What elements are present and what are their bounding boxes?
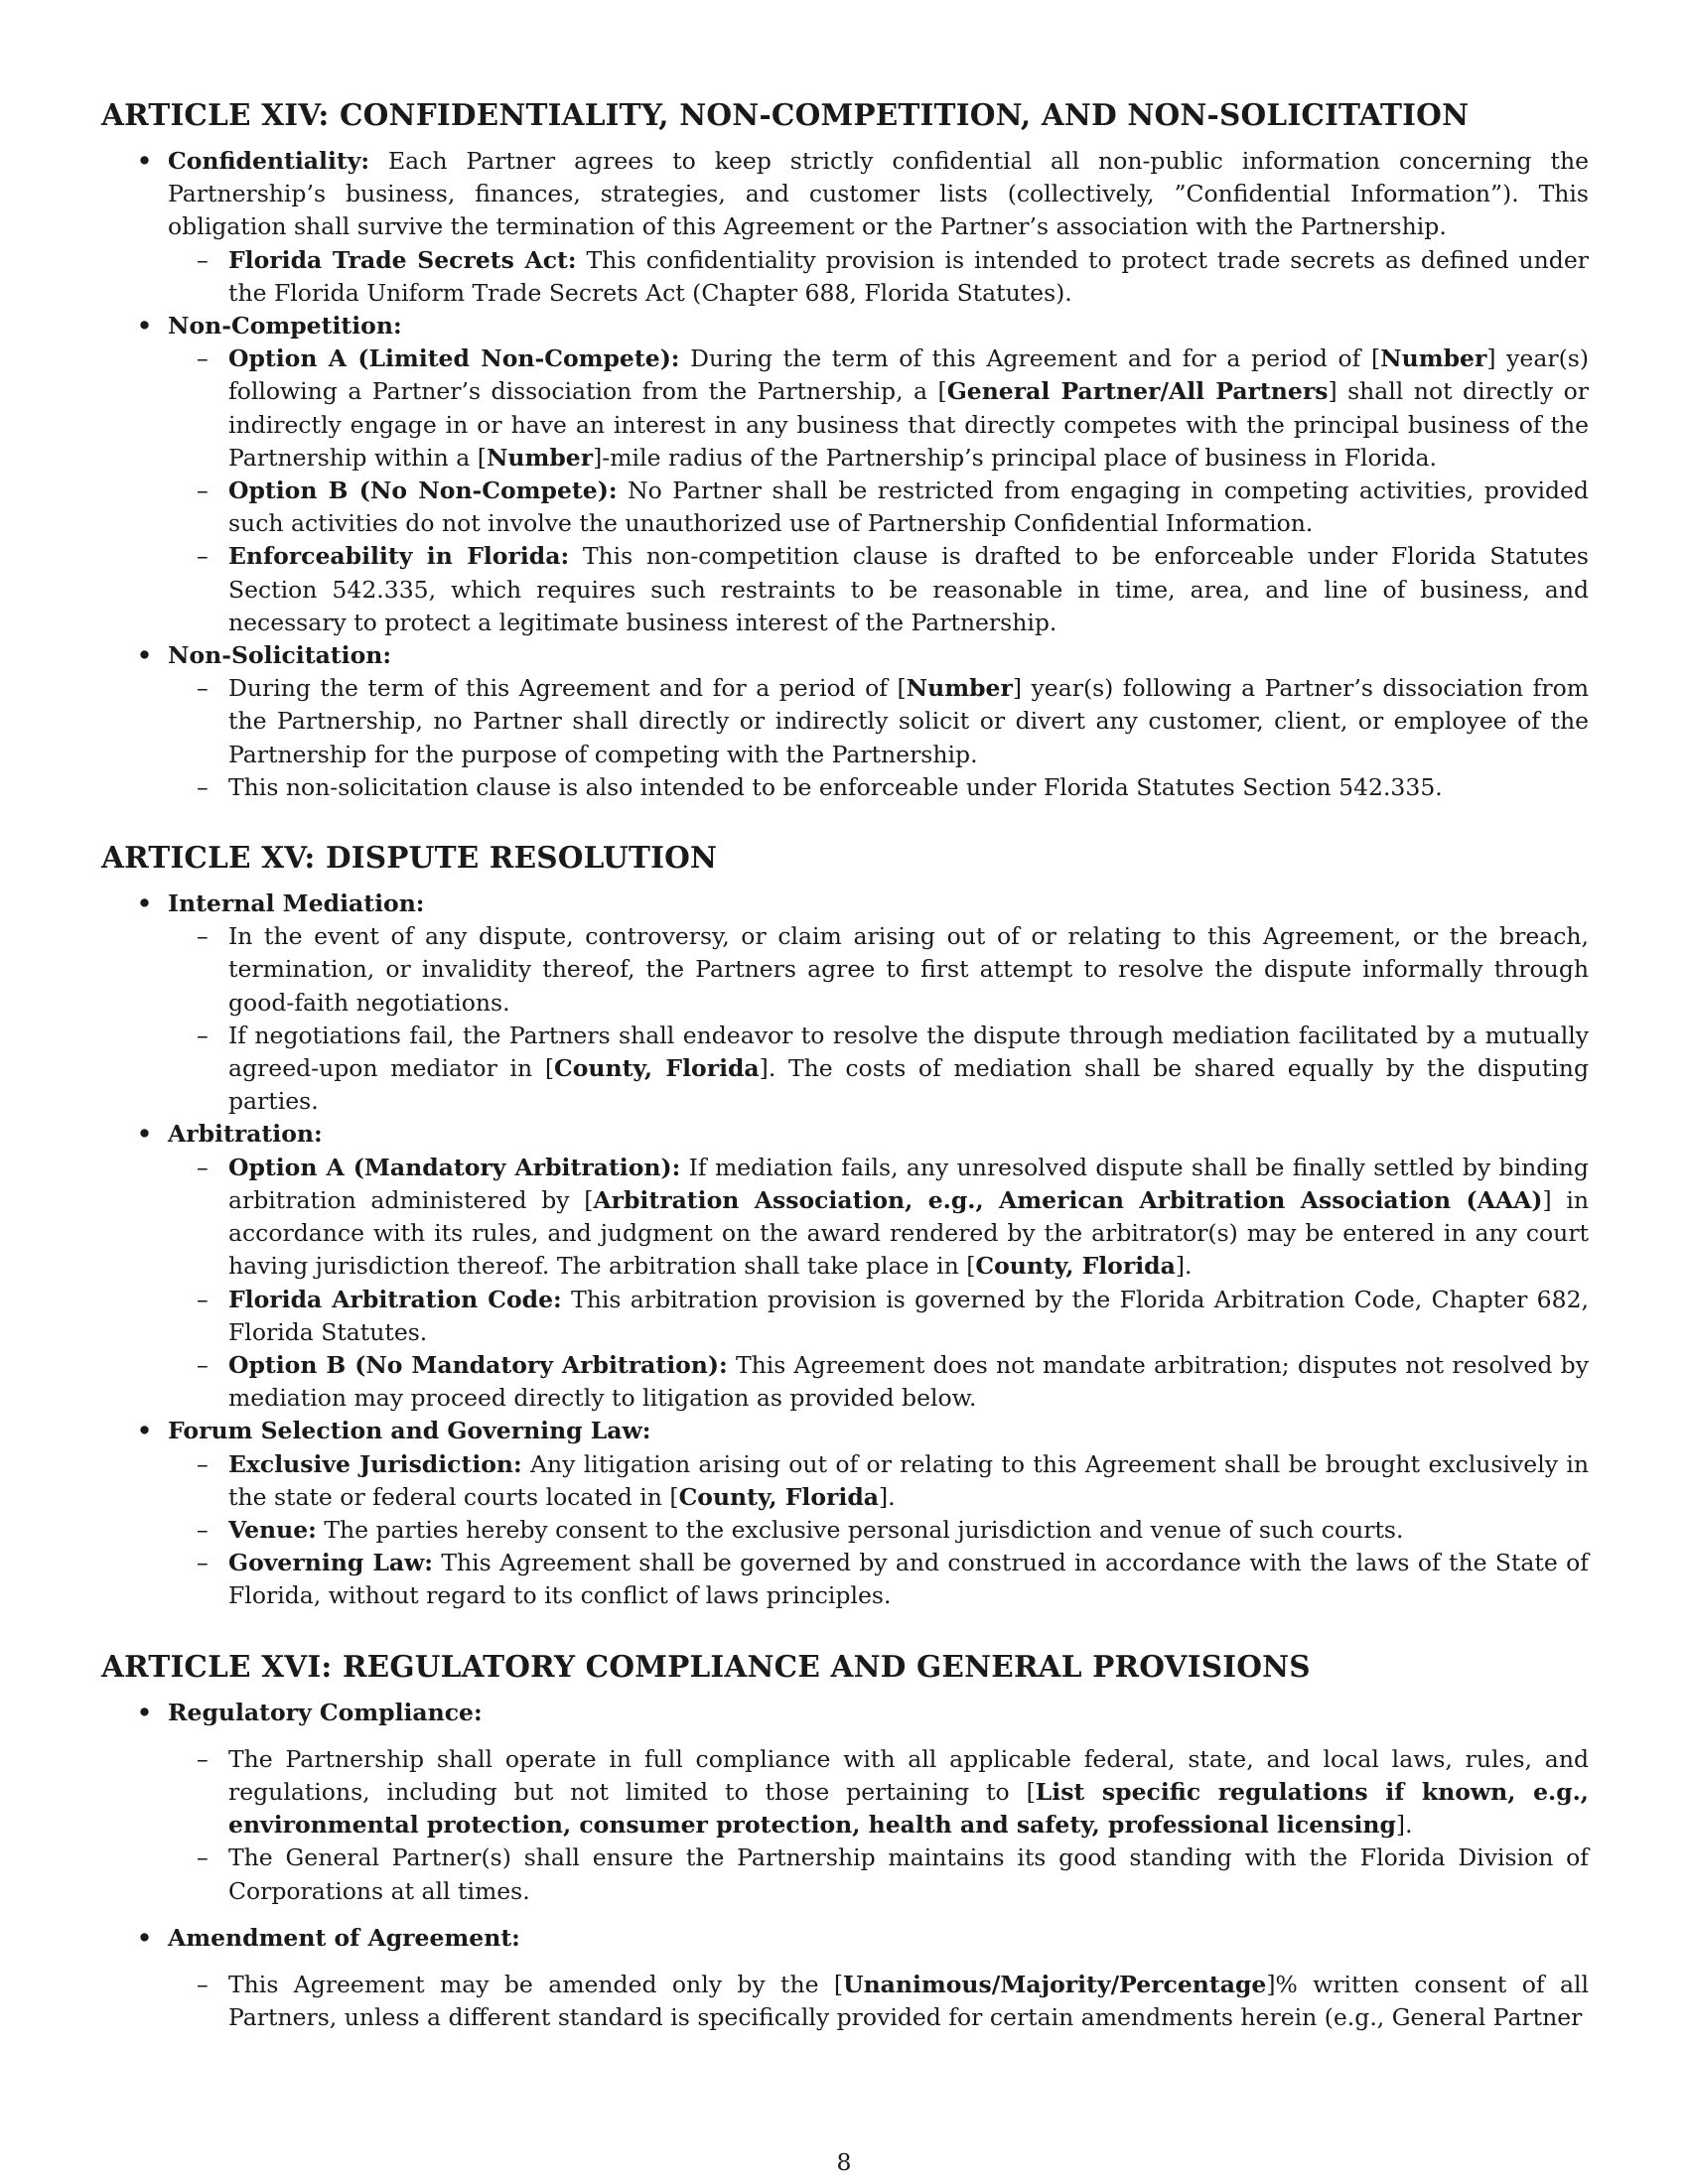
placeholder-partner-type: General Partner/All Partners	[946, 377, 1329, 406]
bullet-icon: •	[137, 312, 153, 341]
article-xvi-heading: ARTICLE XVI: REGULATORY COMPLIANCE AND GENERAL PROVISIONS	[101, 1648, 1311, 1684]
item-label: Non-Competition:	[168, 312, 402, 341]
dash-icon: –	[197, 772, 209, 801]
sub-item-label: Option B (No Mandatory Arbitration):	[228, 1350, 728, 1379]
placeholder-number: Number	[906, 674, 1013, 703]
placeholder-consent-standard: Unanimous/Majority/Percentage	[843, 1970, 1267, 1998]
sub-item-text: If negotiations fail, the Partners shall endeavor to resolve the dispute through mediation facilitated by a mutually agreed-upon mediator in [	[228, 1021, 1589, 1083]
sub-item-text: No Partner shall be restricted from engaging in competing activities, provided such activities do not involve the unauthorized use of Partnership Confidential Information.	[228, 477, 1589, 538]
sub-item-text: In the event of any dispute, controversy, or claim arising out of or relating to this Agreement, or the breach, termination, or invalidity thereof, the Partners agree to first attempt to resolve the dispute informally through good-faith negotiations.	[228, 922, 1589, 1017]
sub-item-label: Governing Law:	[228, 1549, 433, 1577]
document-page	[101, 95, 1589, 2034]
item-text: Each Partner agrees to keep strictly confidential all non-public information concerning the Partnership’s business, finances, strategies, and customer lists (collectively, ”Confidential Information”). This obligation shall survive the termination of this Agreement or the Partner’s association with the Partnership.	[168, 147, 1589, 241]
sub-item-florida-trade-secrets	[168, 244, 1589, 310]
dash-icon: –	[197, 1970, 209, 1998]
sub-item-text: ] in accordance with its rules, and judgment on the award rendered by the arbitrator(s) may be entered in any court having jurisdiction thereof. The arbitration shall take place in [	[228, 1185, 1589, 1281]
bullet-icon: •	[137, 1698, 153, 1726]
sub-item-text: ].	[1175, 1252, 1193, 1281]
dash-icon: –	[197, 245, 209, 274]
sub-item-option-b-arbitration	[168, 1349, 1589, 1415]
sub-item-label: Florida Arbitration Code:	[228, 1285, 562, 1313]
bullet-icon: •	[137, 147, 153, 175]
list-item-non-solicitation	[101, 639, 1589, 804]
sub-item-label: Enforceability in Florida:	[228, 542, 570, 571]
dash-icon: –	[197, 1285, 209, 1313]
sub-item-text: This Agreement does not mandate arbitration; disputes not resolved by mediation may proceed directly to litigation as provided below.	[228, 1350, 1589, 1413]
item-label: Amendment of Agreement:	[168, 1923, 520, 1952]
placeholder-number: Number	[1380, 344, 1487, 373]
dash-icon: –	[197, 477, 209, 505]
article-xiv-heading: ARTICLE XIV: CONFIDENTIALITY, NON-COMPETITION, AND NON-SOLICITATION	[101, 97, 1470, 132]
sub-item-text: ]% written consent of all Partners, unless a different standard is specifically provided for certain amendments herein (e.g., General Partner	[228, 1970, 1589, 2032]
sub-item-text: ]-mile radius of the Partnership’s principal place of business in Florida.	[593, 443, 1437, 472]
item-label: Non-Solicitation:	[168, 641, 392, 670]
dash-icon: –	[197, 1021, 209, 1049]
bullet-icon: •	[137, 1417, 153, 1445]
placeholder-arbitration-association: Arbitration Association, e.g., American Arbitration Association (AAA)	[593, 1185, 1543, 1214]
sub-item-amendment-consent	[168, 1969, 1589, 2034]
sub-item-text: During the term of this Agreement and for a period of [	[228, 674, 907, 703]
bullet-icon: •	[137, 1120, 153, 1149]
sub-item-compliance-laws	[168, 1743, 1589, 1843]
sub-item-text: ].	[1395, 1811, 1413, 1840]
placeholder-regulations: List specific regulations if known, e.g., environmental protection, consumer protection, health and safety, professional licensing	[228, 1777, 1589, 1840]
sub-item-non-solicitation-term	[168, 672, 1589, 771]
sub-item-text: ] shall not directly or indirectly engage in or have an interest in any business that directly competes with the principal business of the Partnership within a [	[228, 377, 1589, 472]
sub-item-text: The Partnership shall operate in full compliance with all applicable federal, state, and local laws, rules, and regulations, including but not limited to those pertaining to [	[228, 1744, 1589, 1806]
sub-item-governing-law	[168, 1547, 1589, 1612]
item-label: Internal Mediation:	[168, 889, 425, 918]
sub-item-text: This confidentiality provision is intended to protect trade secrets as defined under the Florida Uniform Trade Secrets Act (Chapter 688, Florida Statutes).	[228, 245, 1589, 307]
dash-icon: –	[197, 344, 209, 373]
list-item-forum-selection	[101, 1415, 1589, 1612]
sub-item-florida-arbitration-code	[168, 1284, 1589, 1349]
bullet-icon: •	[137, 1923, 153, 1952]
sub-item-text: If mediation fails, any unresolved dispute shall be finally settled by binding arbitration administered by [	[228, 1153, 1589, 1214]
sub-item-text: This non-solicitation clause is also intended to be enforceable under Florida Statutes Section 542.335.	[228, 772, 1443, 801]
sub-item-text: ].	[879, 1482, 896, 1511]
sub-item-text: This non-competition clause is drafted to be enforceable under Florida Statutes Section 542.335, which requires such restraints to be reasonable in time, area, and line of business, and necessary to protect a legitimate business interest of the Partnership.	[228, 542, 1589, 636]
list-item-arbitration	[101, 1118, 1589, 1415]
dash-icon: –	[197, 922, 209, 951]
sub-item-option-b-no-non-compete	[168, 475, 1589, 540]
dash-icon: –	[197, 1350, 209, 1379]
sub-item-non-solicitation-enforceable	[168, 771, 1589, 804]
placeholder-county: County, Florida	[554, 1054, 760, 1083]
dash-icon: –	[197, 1515, 209, 1544]
placeholder-county: County, Florida	[678, 1482, 880, 1511]
placeholder-number: Number	[486, 443, 594, 472]
sub-item-good-standing	[168, 1842, 1589, 1907]
sub-item-text: ] year(s) following a Partner’s dissociation from the Partnership, no Partner shall directly or indirectly solicit or divert any customer, client, or employee of the Partnership for the purpose of competing with the Partnership.	[228, 674, 1589, 768]
sub-item-text: This arbitration provision is governed by the Florida Arbitration Code, Chapter 682, Florida Statutes.	[228, 1285, 1589, 1346]
sub-item-text: ] year(s) following a Partner’s dissociation from the Partnership, a [	[228, 344, 1589, 406]
item-label: Regulatory Compliance:	[168, 1698, 483, 1726]
sub-item-enforceability-florida	[168, 540, 1589, 639]
sub-item-text: The General Partner(s) shall ensure the Partnership maintains its good standing with the Florida Division of Corporations at all times.	[228, 1843, 1589, 1905]
page-number: 8	[836, 2148, 852, 2176]
sub-item-label: Florida Trade Secrets Act:	[228, 245, 577, 274]
sub-item-label: Exclusive Jurisdiction:	[228, 1449, 522, 1478]
article-xiv-list	[101, 145, 1589, 804]
list-item-non-competition	[101, 310, 1589, 639]
sub-item-label: Option B (No Non-Compete):	[228, 477, 618, 505]
sub-item-exclusive-jurisdiction	[168, 1448, 1589, 1514]
list-item-internal-mediation	[101, 887, 1589, 1118]
list-item-confidentiality	[101, 145, 1589, 310]
sub-item-text: ]. The costs of mediation shall be shared equally by the disputing parties.	[228, 1054, 1589, 1116]
item-label: Confidentiality:	[168, 147, 370, 175]
sub-item-text: This Agreement shall be governed by and construed in accordance with the laws of the State of Florida, without regard to its conflict of laws principles.	[228, 1549, 1589, 1610]
item-label: Forum Selection and Governing Law:	[168, 1417, 651, 1445]
dash-icon: –	[197, 1153, 209, 1181]
sub-item-label: Venue:	[228, 1515, 317, 1544]
article-xvi-list	[101, 1697, 1589, 2035]
sub-item-mediation	[168, 1020, 1589, 1119]
dash-icon: –	[197, 674, 209, 703]
article-xv-heading: ARTICLE XV: DISPUTE RESOLUTION	[101, 840, 718, 876]
sub-item-text: During the term of this Agreement and for a period of [	[690, 344, 1381, 373]
dash-icon: –	[197, 1744, 209, 1773]
item-label: Arbitration:	[168, 1120, 323, 1149]
sub-item-venue	[168, 1514, 1589, 1547]
sub-item-option-a-non-compete	[168, 342, 1589, 475]
dash-icon: –	[197, 542, 209, 571]
bullet-icon: •	[137, 641, 153, 670]
dash-icon: –	[197, 1449, 209, 1478]
bullet-icon: •	[137, 889, 153, 918]
sub-item-label: Option A (Mandatory Arbitration):	[228, 1153, 681, 1181]
list-item-regulatory-compliance	[101, 1697, 1589, 1908]
dash-icon: –	[197, 1549, 209, 1577]
sub-item-option-a-arbitration	[168, 1152, 1589, 1284]
list-item-amendment	[101, 1922, 1589, 2035]
placeholder-county: County, Florida	[975, 1252, 1176, 1281]
sub-item-text: This Agreement may be amended only by the [	[228, 1970, 844, 1998]
sub-item-good-faith-negotiations	[168, 920, 1589, 1020]
article-xv-list	[101, 887, 1589, 1612]
sub-item-label: Option A (Limited Non-Compete):	[228, 344, 680, 373]
sub-item-text: The parties hereby consent to the exclusive personal jurisdiction and venue of such courts.	[324, 1515, 1404, 1544]
sub-item-text: Any litigation arising out of or relating to this Agreement shall be brought exclusively in the state or federal courts located in [	[228, 1449, 1589, 1511]
dash-icon: –	[197, 1843, 209, 1872]
